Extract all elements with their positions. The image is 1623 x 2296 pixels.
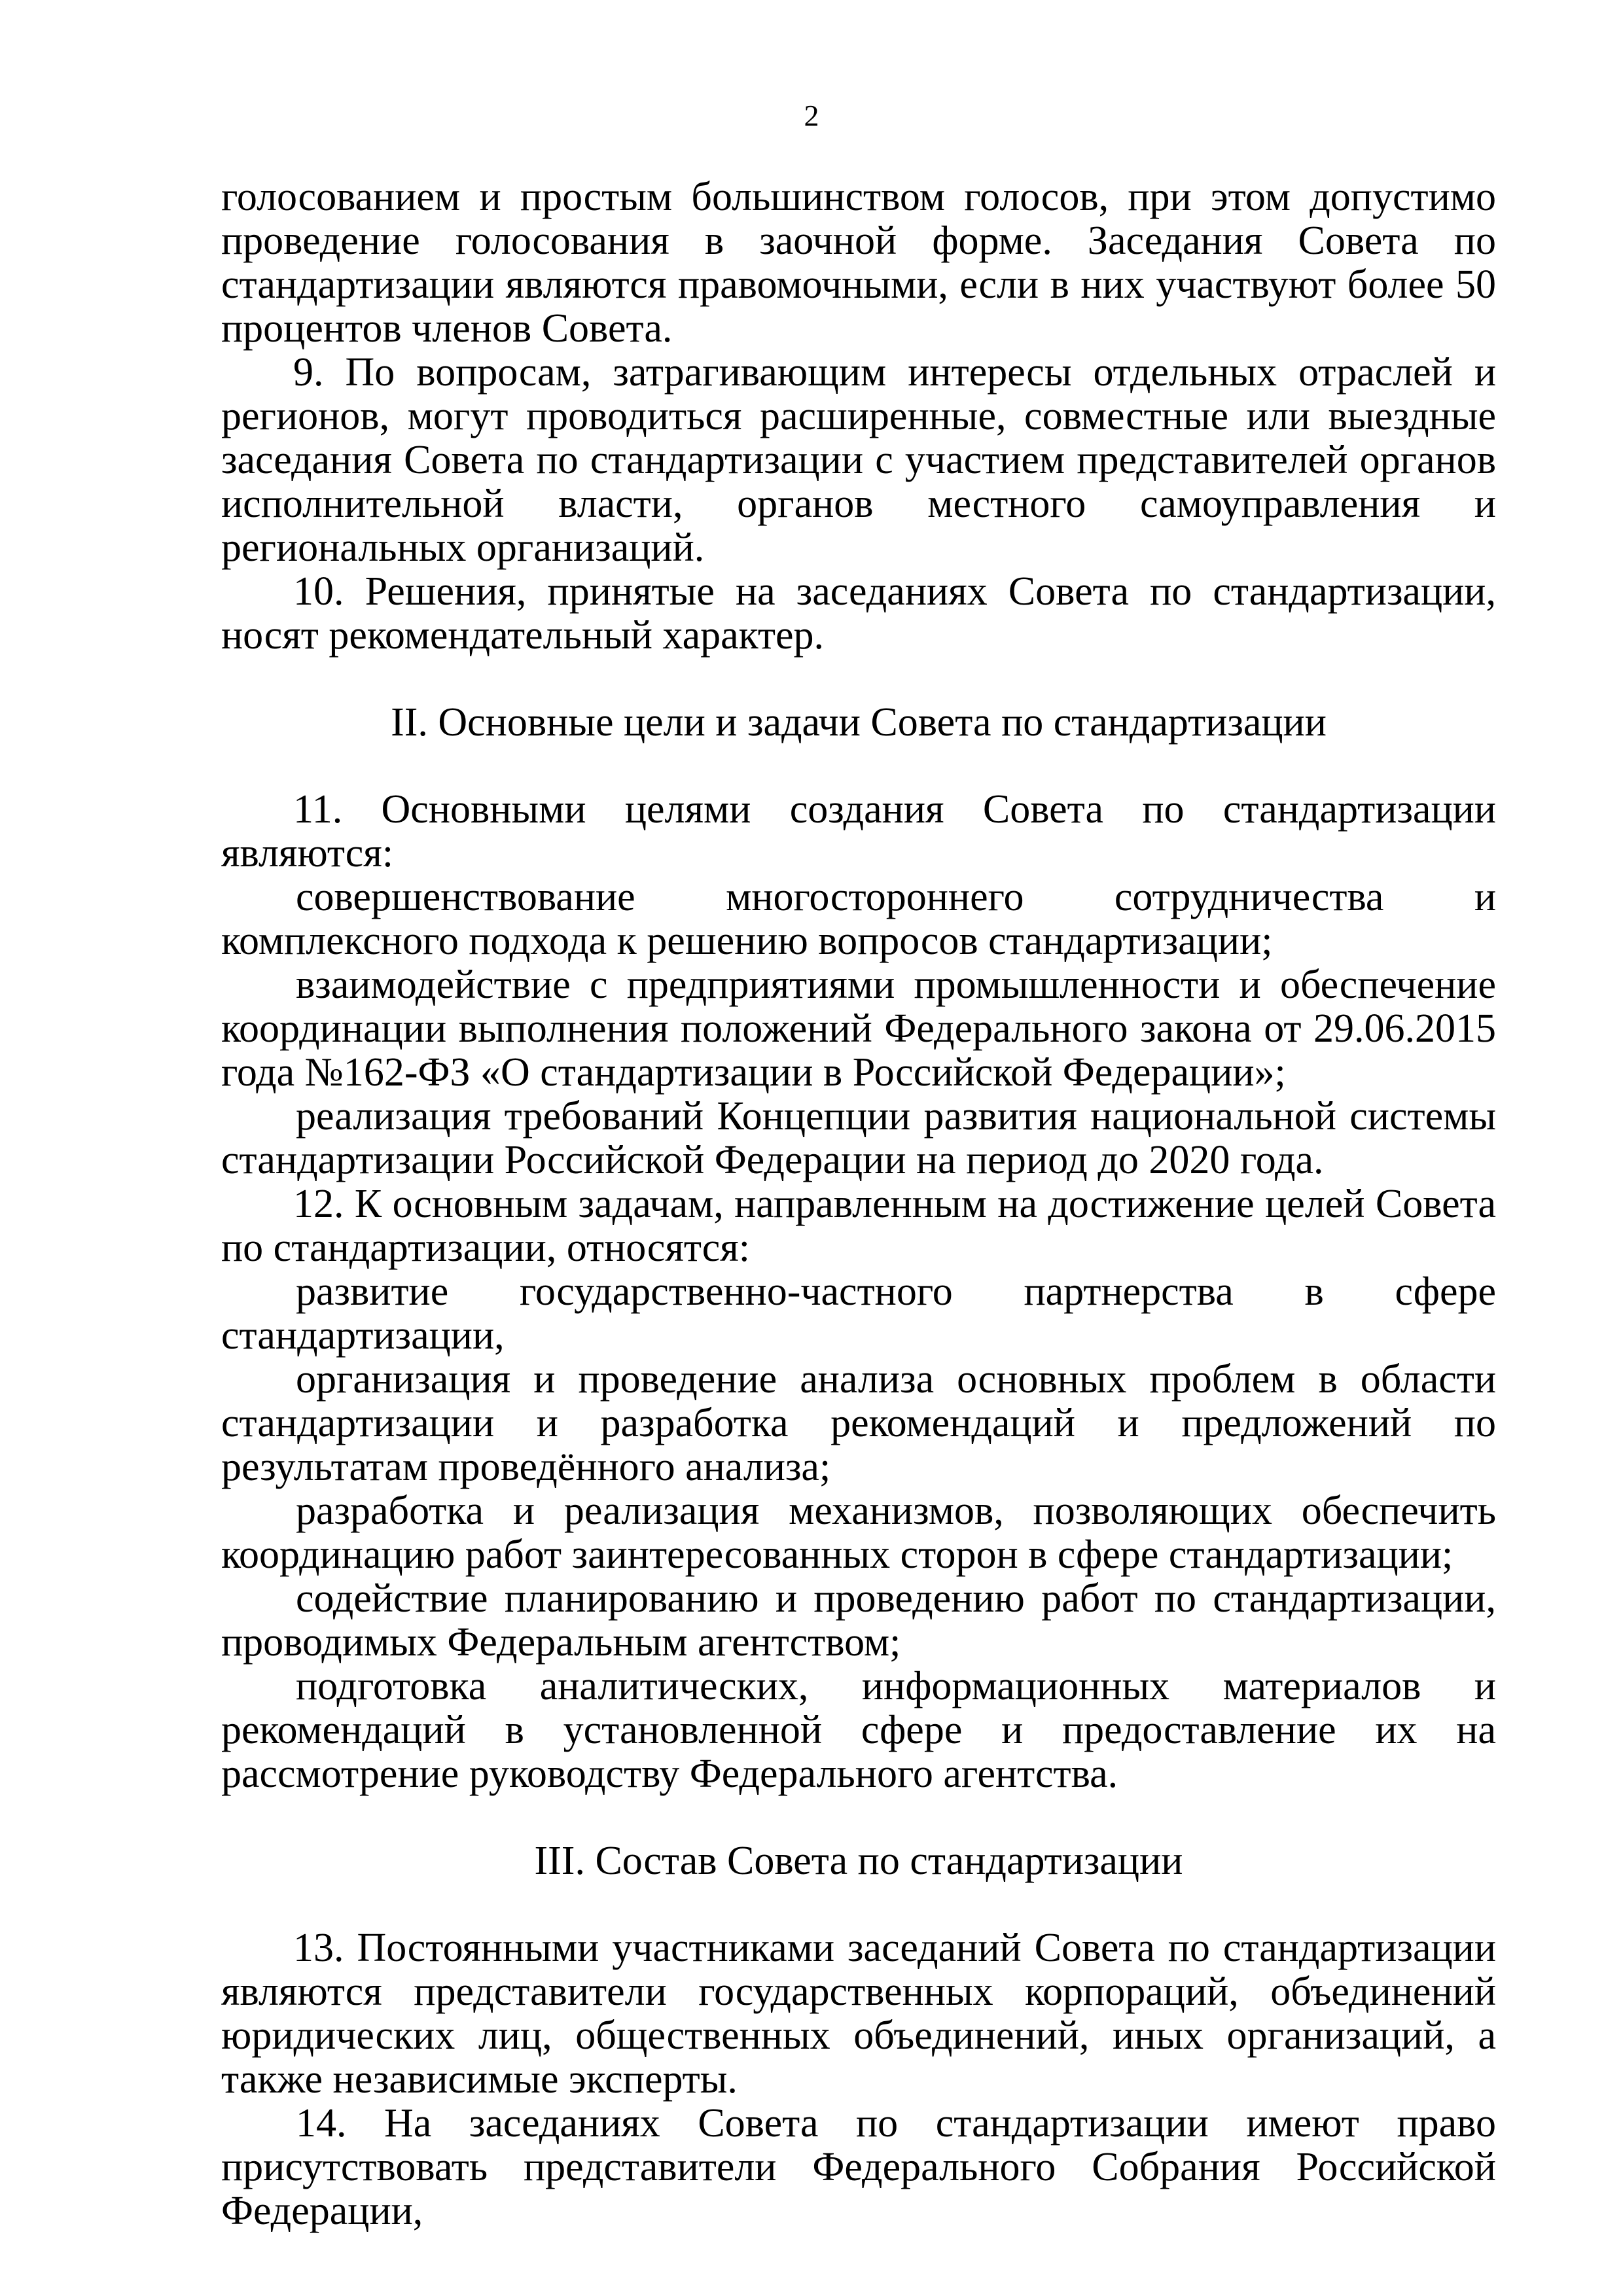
- paragraph-13: 13. Постоянными участниками заседаний Совета по стандартизации являются представители государственных корпораций, объединений юридических лиц, общественных объединений, иных организаций, а также независимые эксперты.: [221, 1926, 1496, 2102]
- paragraph-11-item-c: реализация требований Концепции развития национальной системы стандартизации Российской Федерации на период до 2020 года.: [221, 1094, 1496, 1182]
- paragraph-11: 11. Основными целями создания Совета по стандартизации являются:: [221, 787, 1496, 875]
- document-body: [221, 175, 1496, 2233]
- page-number: 2: [804, 99, 819, 132]
- section-heading-2: II. Основные цели и задачи Совета по стандартизации: [391, 700, 1327, 745]
- paragraph-12-item-b: организация и проведение анализа основных проблем в области стандартизации и разработка рекомендаций и предложений по результатам проведённого анализа;: [221, 1357, 1496, 1489]
- paragraph-12-item-c: разработка и реализация механизмов, позволяющих обеспечить координацию работ заинтересованных сторон в сфере стандартизации;: [221, 1489, 1496, 1577]
- paragraph-11-item-a: совершенствование многостороннего сотрудничества и комплексного подхода к решению вопросов стандартизации;: [221, 875, 1496, 963]
- section-heading-3: III. Состав Совета по стандартизации: [534, 1839, 1183, 1883]
- paragraph-12: 12. К основным задачам, направленным на достижение целей Совета по стандартизации, относятся:: [221, 1182, 1496, 1270]
- paragraph-14: 14. На заседаниях Совета по стандартизации имеют право присутствовать представители Федерального Собрания Российской Федерации,: [221, 2101, 1496, 2233]
- paragraph-12-item-d: содействие планированию и проведению работ по стандартизации, проводимых Федеральным агентством;: [221, 1576, 1496, 1665]
- paragraph-9: 9. По вопросам, затрагивающим интересы отдельных отраслей и регионов, могут проводиться расширенные, совместные или выездные заседания Совета по стандартизации с участием представителей органов исполнительной власти, органов местного самоуправления и региональных организаций.: [221, 350, 1496, 570]
- paragraph-11-item-b: взаимодействие с предприятиями промышленности и обеспечение координации выполнения положений Федерального закона от 29.06.2015 года №162-ФЗ «О стандартизации в Российской Федерации»;: [221, 963, 1496, 1095]
- paragraph-8-continuation: голосованием и простым большинством голосов, при этом допустимо проведение голосования в заочной форме. Заседания Совета по стандартизации являются правомочными, если в них участвуют более 50 процентов членов Совета.: [221, 175, 1496, 351]
- paragraph-12-item-e: подготовка аналитических, информационных материалов и рекомендаций в установленной сфере и предоставление их на рассмотрение руководству Федерального агентства.: [221, 1664, 1496, 1796]
- paragraph-12-item-a: развитие государственно-частного партнерства в сфере стандартизации,: [221, 1269, 1496, 1358]
- paragraph-10: 10. Решения, принятые на заседаниях Совета по стандартизации, носят рекомендательный характер.: [221, 569, 1496, 658]
